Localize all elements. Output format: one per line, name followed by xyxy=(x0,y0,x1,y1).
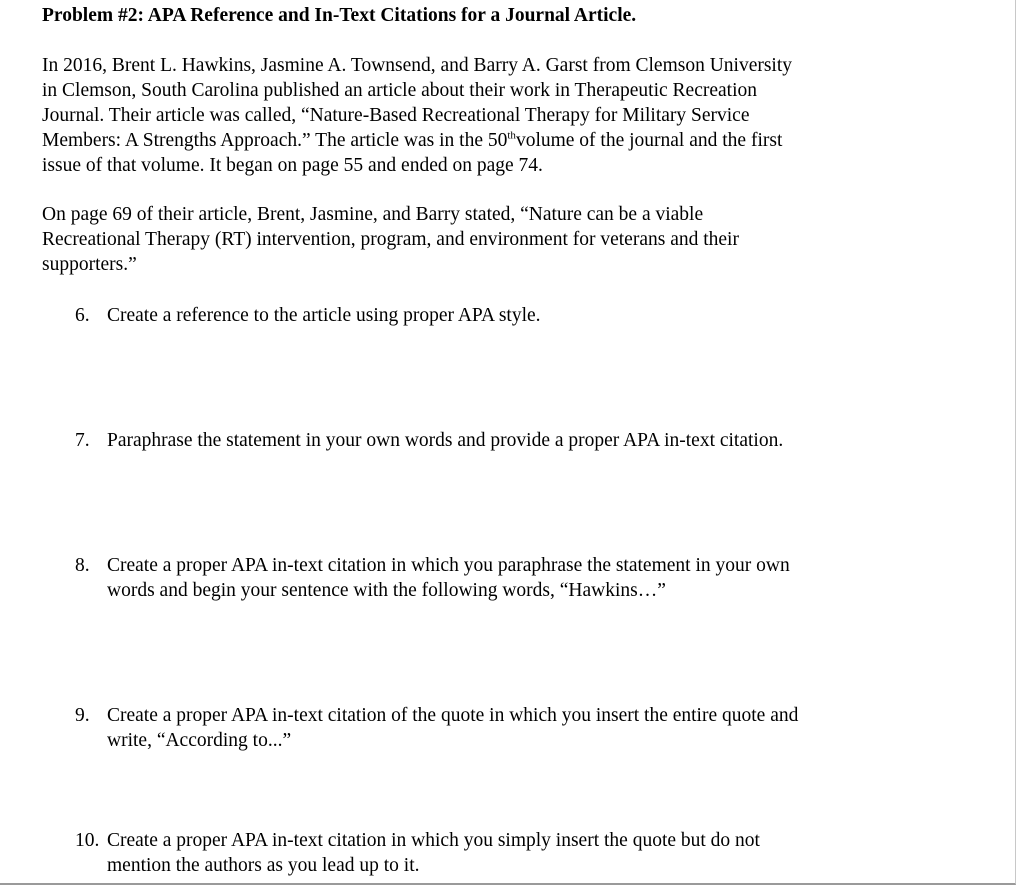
question-number: 10. xyxy=(75,830,100,851)
quote-line: supporters.” xyxy=(42,254,137,275)
question-line: Create a reference to the article using proper APA style. xyxy=(107,305,541,326)
ordinal-superscript: th xyxy=(507,129,516,142)
intro-line: in Clemson, South Carolina published an article about their work in Therapeutic Recreation xyxy=(42,80,757,101)
question-line: Create a proper APA in-text citation in which you paraphrase the statement in your own xyxy=(107,555,790,576)
intro-paragraph xyxy=(42,53,902,178)
intro-line: Journal. Their article was called, “Nature-Based Recreational Therapy for Military Service xyxy=(42,105,750,126)
intro-line-volume-end: volume of the journal and the first xyxy=(515,130,783,151)
intro-line: issue of that volume. It began on page 55 and ended on page 74. xyxy=(42,155,543,176)
question-line: mention the authors as you lead up to it. xyxy=(107,855,420,876)
intro-line-volume-start: Members: A Strengths Approach.” The article was in the 50 xyxy=(42,130,508,151)
question-text xyxy=(107,828,915,878)
question-8 xyxy=(75,553,915,603)
question-7 xyxy=(75,428,915,453)
question-line: words and begin your sentence with the following words, “Hawkins…” xyxy=(107,580,666,601)
question-number: 8. xyxy=(75,555,90,576)
quote-paragraph xyxy=(42,202,902,277)
question-number: 7. xyxy=(75,430,90,451)
question-number: 6. xyxy=(75,305,90,326)
quote-line: Recreational Therapy (RT) intervention, program, and environment for veterans and their xyxy=(42,229,739,250)
question-6 xyxy=(75,303,915,328)
question-text xyxy=(107,703,915,753)
question-number: 9. xyxy=(75,705,90,726)
intro-line: In 2016, Brent L. Hawkins, Jasmine A. Townsend, and Barry A. Garst from Clemson University xyxy=(42,55,793,76)
problem-title: Problem #2: APA Reference and In-Text Citations for a Journal Article. xyxy=(42,5,637,26)
question-9 xyxy=(75,703,915,753)
question-text xyxy=(107,553,915,603)
question-text xyxy=(107,428,915,453)
question-text xyxy=(107,303,915,328)
question-line: Paraphrase the statement in your own words and provide a proper APA in-text citation. xyxy=(107,430,784,451)
intro-line-volume xyxy=(42,128,902,153)
question-line: Create a proper APA in-text citation of the quote in which you insert the entire quote and xyxy=(107,705,799,726)
question-line: write, “According to...” xyxy=(107,730,292,751)
question-line: Create a proper APA in-text citation in which you simply insert the quote but do not xyxy=(107,830,760,851)
quote-line: On page 69 of their article, Brent, Jasmine, and Barry stated, “Nature can be a viable xyxy=(42,204,704,225)
question-10 xyxy=(75,828,915,878)
